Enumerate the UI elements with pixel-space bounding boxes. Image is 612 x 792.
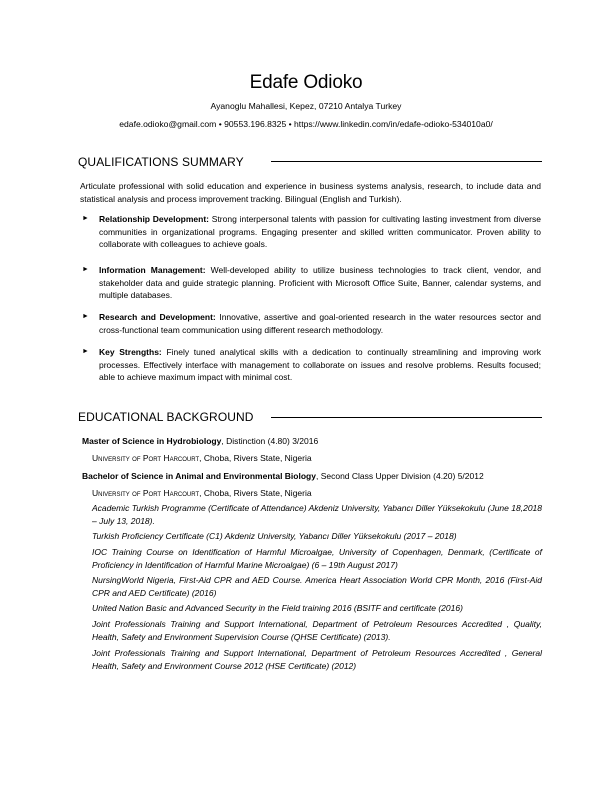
qualifications-intro: Articulate professional with solid education and experience in business systems analysis, research, to include data and statistical analysis and process improvement tracking. Bilingual (English and Turkish).: [80, 181, 541, 204]
degree-detail: , Second Class Upper Division (4.20) 5/2012: [315, 471, 484, 481]
university-line: [92, 487, 312, 499]
degree-detail: , Distinction (4.80) 3/2016: [221, 436, 319, 446]
section-divider: [271, 161, 542, 162]
education-heading: EDUCATIONAL BACKGROUND: [78, 410, 254, 424]
certificate-item: United Nation Basic and Advanced Security in the Field training 2016 (BSITF and certificate (2016): [92, 603, 463, 613]
degree-line: [82, 470, 542, 483]
qualification-bullet: [82, 311, 541, 336]
certificate-item: Joint Professionals Training and Support International, Department of Petroleum Resources Accredited , General Health, Safety and Environment Course 2012 (HSE Certificate) (2012): [92, 648, 542, 671]
university-name: University of Port Harcourt: [92, 488, 200, 498]
bullet-text: Strong interpersonal talents with passion for cultivating lasting investment from diverse communities in organizational programs. Engaging presenter and skilled written communicator. Proven ability to collaborate with colleagues to achieve goals.: [99, 214, 541, 249]
certificate-item: Joint Professionals Training and Support International, Department of Petroleum Resources Accredited , Quality, Health, Safety and Environment Supervision Course (QHSE Certificate) (2013).: [92, 619, 542, 642]
bullet-text: Finely tuned analytical skills with a dedication to continually streamlining and improving work processes. Effectively interface with management to collaborate on issues and resolve problems. Results focused; able to achieve maximum impact with minimal cost.: [99, 347, 541, 382]
right-pointer-icon: ►: [82, 266, 89, 273]
qualification-bullet: [82, 213, 541, 251]
address: Ayanoglu Mahallesi, Kepez, 07210 Antalya Turkey: [210, 101, 402, 111]
bullet-label: Research and Development:: [99, 312, 216, 322]
right-pointer-icon: ►: [82, 313, 89, 320]
bullet-label: Information Management:: [99, 265, 206, 275]
university-location: , Choba, Rivers State, Nigeria: [199, 488, 312, 498]
qualification-bullet: [82, 346, 541, 384]
certificate-item: Academic Turkish Programme (Certificate of Attendance) Akdeniz University, Yabancı Diller Yüksekokulu (June 18,2018 – July 13, 2018).: [92, 503, 542, 526]
degree-line: [82, 435, 542, 448]
degree-title: Master of Science in Hydrobiology: [82, 436, 222, 446]
qualifications-heading: QUALIFICATIONS SUMMARY: [78, 155, 244, 169]
right-pointer-icon: ►: [82, 215, 89, 222]
bullet-text: Well-developed ability to utilize business technologies to track client, vendor, and stakeholder data and guide strategic planning. Proficient with Microsoft Office Suite, Banner, calendar systems, and multiple databases.: [99, 265, 541, 300]
bullet-label: Relationship Development:: [99, 214, 209, 224]
degree-title: Bachelor of Science in Animal and Environmental Biology: [82, 471, 316, 481]
certificate-item: IOC Training Course on Identification of Harmful Microalgae, University of Copenhagen, Denmark, (Certificate of Proficiency in Identification of Harmful Marine Microalgae) (6 – 19th August 2017): [92, 547, 542, 570]
university-line: [92, 452, 312, 464]
university-name: University of Port Harcourt: [92, 453, 200, 463]
certificate-item: Turkish Proficiency Certificate (C1) Akdeniz University, Yabancı Diller Yüksekokulu (2017 – 2018): [92, 531, 457, 541]
contact-line: edafe.odioko@gmail.com • 90553.196.8325 • https://www.linkedin.com/in/edafe-odioko-534010a0/: [119, 119, 493, 129]
qualification-bullet: [82, 264, 541, 302]
university-location: , Choba, Rivers State, Nigeria: [199, 453, 312, 463]
right-pointer-icon: ►: [82, 348, 89, 355]
certificate-item: NursingWorld Nigeria, First-Aid CPR and AED Course. America Heart Association World CPR Month, 2016 (First-Aid CPR and AED Certificate) (2016): [92, 575, 542, 598]
bullet-text: Innovative, assertive and goal-oriented research in the water resources sector and cross-functional team communication using different research methodology.: [99, 312, 541, 335]
bullet-label: Key Strengths:: [99, 347, 162, 357]
candidate-name: Edafe Odioko: [249, 72, 363, 93]
section-divider: [271, 417, 542, 418]
